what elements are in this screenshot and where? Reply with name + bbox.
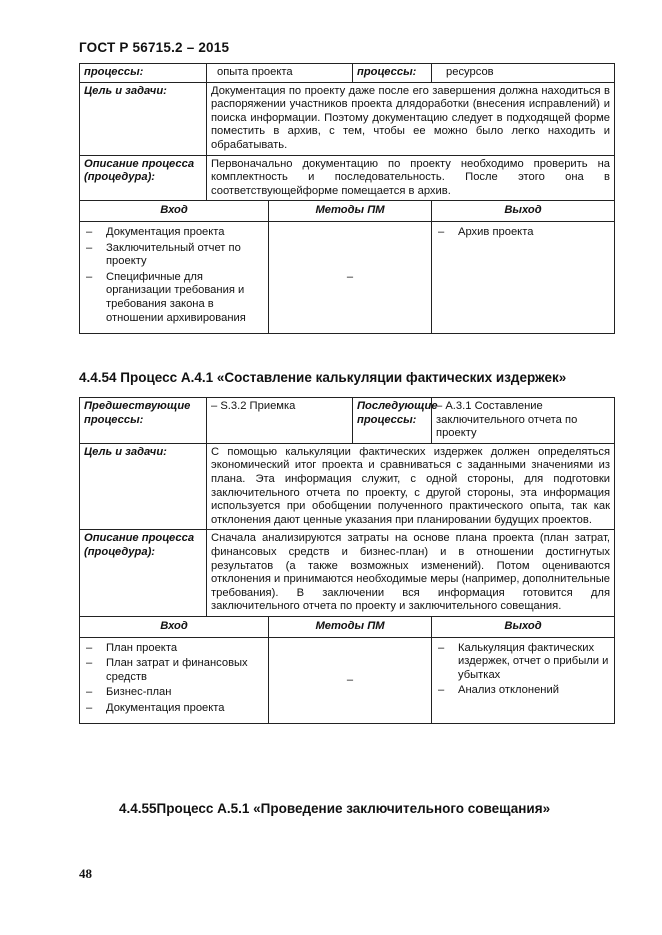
process-table-archive: [79, 63, 615, 334]
list-item: – Документация проекта: [84, 226, 264, 240]
input-list: [84, 226, 264, 325]
list-item: – План проекта: [84, 642, 264, 656]
io-content-row: [80, 221, 615, 333]
input-cell: [80, 637, 269, 724]
methods-header: Методы ПМ: [269, 201, 432, 222]
description-label: Описание процесса (процедура):: [80, 155, 207, 201]
predecessor-label: Предшествующие процессы:: [80, 398, 207, 444]
process-links-row: [80, 398, 615, 444]
output-cell: [432, 637, 615, 724]
process-links-row: [80, 64, 615, 83]
document-header: ГОСТ Р 56715.2 – 2015: [79, 40, 230, 55]
predecessor-value: опыта проекта: [207, 64, 353, 83]
methods-cell: –: [269, 637, 432, 724]
output-cell: [432, 221, 615, 333]
output-list: [436, 226, 610, 240]
goal-text: С помощью калькуляции фактических издержек должен определяться экономический итог проекта и сравниваться с заданными значениями из плана. Эта информация служит, с одной стороны, для подготовки заключительного отчета по проекту, с другой стороны, эта информация используется при обобщении полученного практического опыта, так как отклонения дают ценные указания при планировании будущих проектов.: [207, 443, 615, 530]
goal-label: Цель и задачи:: [80, 443, 207, 530]
io-header-row: [80, 201, 615, 222]
page-number: 48: [79, 866, 92, 881]
list-item: – Калькуляция фактических издержек, отчет о прибыли и убытках: [436, 642, 610, 683]
description-label: Описание процесса (процедура):: [80, 530, 207, 617]
list-item: – Документация проекта: [84, 702, 264, 716]
goal-text: Документация по проекту даже после его завершения должна находиться в распоряжении участников проекта длядоработки (внесения исправлений) и поиска информации. Поэтому документацию следует в подходящей форме поместить в архив, с тем, чтобы ее можно было легко находить и обрабатывать.: [207, 82, 615, 155]
description-text: Первоначально документацию по проекту необходимо проверить на комплектность и последовательность. После этого она в соответствующейформе помещается в архив.: [207, 155, 615, 201]
goal-row: [80, 443, 615, 530]
list-item: – Заключительный отчет по проекту: [84, 242, 264, 269]
input-header: Вход: [80, 201, 269, 222]
methods-header: Методы ПМ: [269, 616, 432, 637]
description-row: [80, 530, 615, 617]
list-item: – Специфичные для организации требования и требования закона в отношении архивирования: [84, 271, 264, 325]
input-cell: [80, 221, 269, 333]
goal-label: Цель и задачи:: [80, 82, 207, 155]
output-header: Выход: [432, 201, 615, 222]
successor-value: ресурсов: [432, 64, 615, 83]
goal-row: [80, 82, 615, 155]
methods-cell: –: [269, 221, 432, 333]
input-list: [84, 642, 264, 716]
io-header-row: [80, 616, 615, 637]
predecessor-label: процессы:: [80, 64, 207, 83]
list-item: – Архив проекта: [436, 226, 610, 240]
process-table-cost-calculation: [79, 397, 615, 724]
successor-label: Последующие процессы:: [353, 398, 432, 444]
list-item: – Анализ отклонений: [436, 684, 610, 698]
input-header: Вход: [80, 616, 269, 637]
successor-label: процессы:: [353, 64, 432, 83]
output-list: [436, 642, 610, 698]
description-text: Сначала анализируются затраты на основе плана проекта (план затрат, финансовых средств и бизнес-план) и в отношении достигнутых результатов (а также возможных изменений). Потом оцениваются отклонения и принимаются необходимые меры (например, дополнительные требования). В заключении вся информация готовится для заключительного отчета по проекту и заключительного совещания.: [207, 530, 615, 617]
output-header: Выход: [432, 616, 615, 637]
successor-value: – А.3.1 Составление заключительного отчета по проекту: [432, 398, 615, 444]
description-row: [80, 155, 615, 201]
io-content-row: [80, 637, 615, 724]
list-item: – План затрат и финансовых средств: [84, 657, 264, 684]
list-item: – Бизнес-план: [84, 686, 264, 700]
predecessor-value: – S.3.2 Приемка: [207, 398, 353, 444]
section-title-4-4-54: 4.4.54 Процесс А.4.1 «Составление калькуляции фактических издержек»: [79, 370, 567, 385]
section-title-4-4-55: 4.4.55Процесс А.5.1 «Проведение заключительного совещания»: [119, 801, 551, 816]
